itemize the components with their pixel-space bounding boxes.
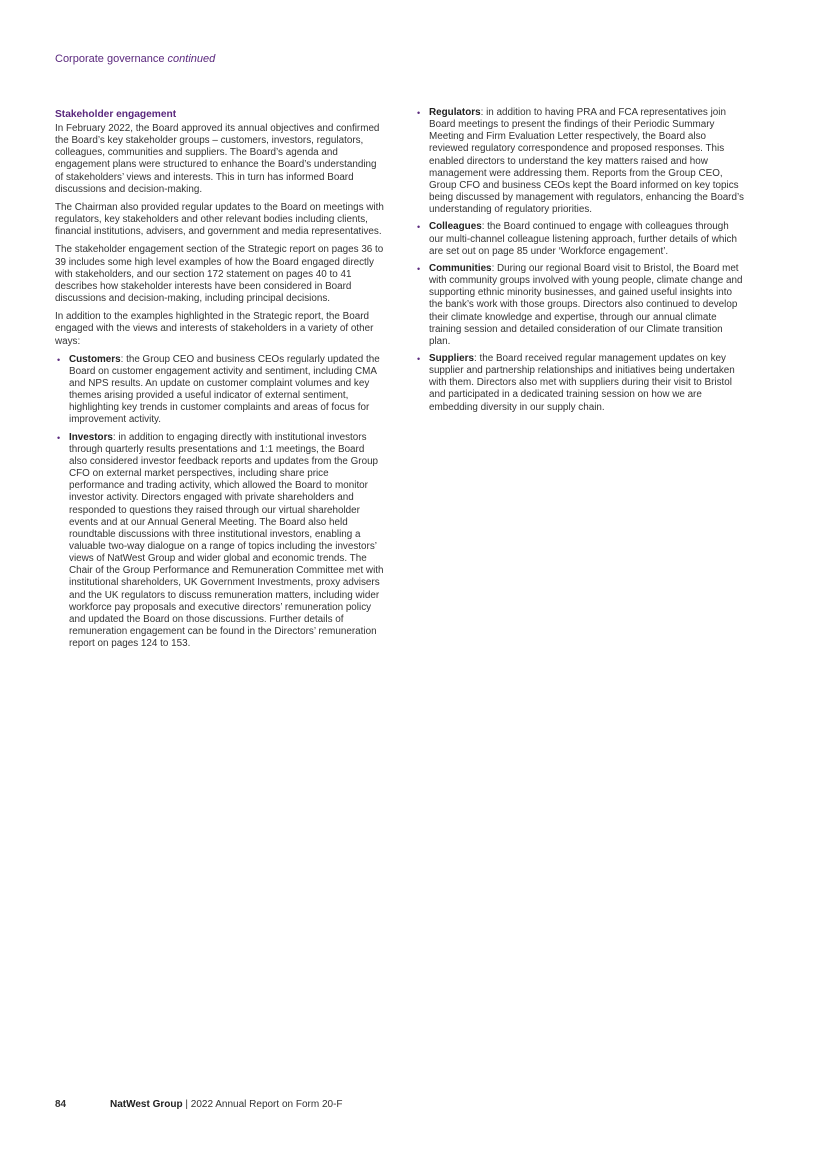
- page-number: 84: [55, 1099, 67, 1110]
- bullet-text: : During our regional Board visit to Bristol, the Board met with community groups involved with young people, climate change and supporting ethnic minority businesses, and gained useful insights into the bank’s work with those groups. Directors also continued to develop their climate knowledge and expertise, through our annual climate training session and detailed consideration of our Climate transition plan.: [429, 262, 743, 347]
- brand-name: NatWest Group: [110, 1099, 183, 1110]
- bullet-list: [55, 354, 385, 651]
- bullet-text: : the Board continued to engage with colleagues through our multi-channel colleague listening approach, further details of which are set out on page 85 under ‘Workforce engagement’.: [429, 221, 737, 257]
- bullet-item-colleagues: [415, 221, 745, 257]
- paragraph: In addition to the examples highlighted in the Strategic report, the Board engaged with the views and interests of stakeholders in a variety of other ways:: [55, 311, 374, 347]
- bullet-label: Colleagues: [429, 221, 482, 233]
- bullet-list: [415, 107, 745, 414]
- bullet-text: : in addition to engaging directly with institutional investors through quarterly results presentations and 1:1 meetings, the Board also considered investor feedback reports and updates from the Group CFO on external market perspectives, including share price performance and trading activity, which allowed the Board to monitor investor activity. Directors engaged with private shareholders and responded to questions they raised through our virtual shareholder events and at our Annual General Meeting. The Board also held roundtable discussions with three institutional investors, enabling a valuable two-way dialogue on a range of topics including the investors’ views of NatWest Group and wider global and economic trends. The Chair of the Group Performance and Remuneration Committee met with institutional shareholders, UK Government Investments, proxy advisers and the UK regulators to discuss remuneration matters, including wider workforce pay proposals and executive directors’ remuneration policy and updated the Board on those discussions. Further details of remuneration engagement can be found in the Directors’ remuneration report on pages 124 to 153.: [69, 431, 384, 650]
- bullet-icon: •: [417, 353, 421, 364]
- bullet-text: : the Board received regular management updates on key supplier and partnership relationships and initiatives being undertaken with them. Directors also met with suppliers during their visit to Bristol and participated in a dedicated training session on how we are embedding diversity in our supply chain.: [429, 352, 735, 413]
- bullet-item-regulators: [415, 107, 745, 216]
- bullet-icon: •: [417, 108, 421, 118]
- bullet-label: Customers: [69, 353, 121, 365]
- paragraph: The Chairman also provided regular updates to the Board on meetings with regulators, key stakeholders and other relevant bodies including clients, financial institutions, advisers, and government and media representatives.: [55, 201, 384, 238]
- separator: |: [182, 1099, 191, 1110]
- paragraph: The stakeholder engagement section of the Strategic report on pages 36 to 39 includes some high level examples of how the Board engaged directly with stakeholders, and our section 172 statement on pages 40 to 41 describes how stakeholder interests have been considered in Board discussions and decision-making, including principal decisions.: [55, 244, 384, 305]
- bullet-text: : in addition to having PRA and FCA representatives join Board meetings to present the findings of their Periodic Summary Meeting and Firm Evaluation Letter respectively, the Board also reviewed regulatory correspondence and proposed responses. This enabled directors to understand the key matters raised and how management were addressing them. Reports from the Group CEO, Group CFO and business CEOs kept the Board informed on key topics being discussed by management with regulators, enhancing the Board’s understanding of regulatory priorities.: [429, 107, 744, 216]
- section-heading: Stakeholder engagement: [55, 109, 177, 120]
- bullet-text: : the Group CEO and business CEOs regularly updated the Board on customer engagement activity and sentiment, including CMA and NPS results. An update on customer complaint volumes and key themes arising provided a useful indicator of external sentiment, highlighting key trends in customer complaints and areas of focus for improvement activity.: [69, 353, 380, 426]
- bullet-item-customers: [55, 354, 385, 427]
- running-header: [55, 53, 215, 65]
- section-title: Corporate governance: [55, 53, 165, 65]
- bullet-icon: •: [417, 263, 421, 274]
- bullet-item-suppliers: [415, 353, 745, 414]
- right-column: [415, 107, 745, 419]
- bullet-icon: •: [57, 432, 61, 443]
- continued-label: continued: [167, 53, 216, 65]
- bullet-label: Regulators: [429, 107, 481, 118]
- bullet-item-communities: [415, 263, 745, 348]
- bullet-label: Suppliers: [429, 352, 474, 364]
- bullet-icon: •: [417, 222, 421, 233]
- bullet-icon: •: [57, 354, 61, 365]
- left-column: [55, 108, 385, 655]
- report-title: 2022 Annual Report on Form 20-F: [190, 1099, 343, 1110]
- bullet-item-investors: [55, 432, 385, 651]
- paragraph: In February 2022, the Board approved its annual objectives and confirmed the Board’s key stakeholder groups – customers, investors, regulators, colleagues, communities and suppliers. The Board’s agenda and engagement plans were structured to enhance the Board’s understanding of stakeholders’ views and interests. This in turn has informed Board discussions and decision-making.: [55, 123, 380, 195]
- bullet-label: Communities: [429, 262, 492, 274]
- bullet-label: Investors: [69, 431, 113, 443]
- page-footer: [55, 1099, 343, 1110]
